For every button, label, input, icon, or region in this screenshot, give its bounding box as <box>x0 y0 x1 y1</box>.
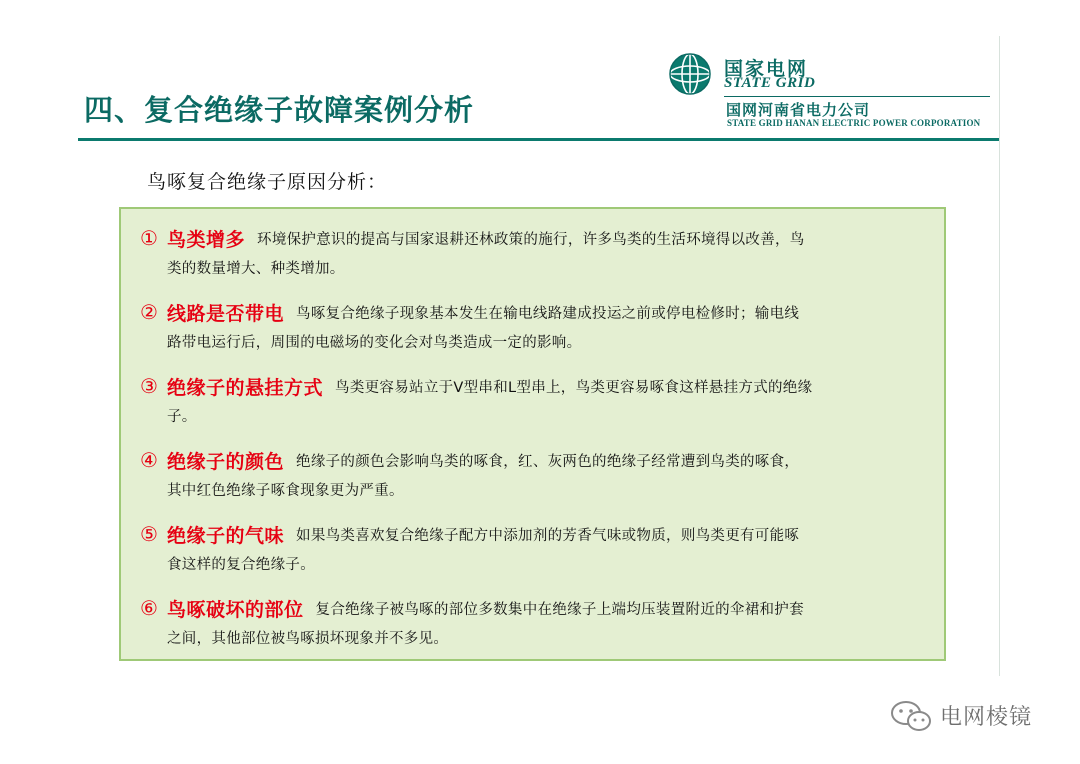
reason-number: ⑤ <box>140 522 158 546</box>
reason-description: 绝缘子的颜色会影响鸟类的啄食，红、灰两色的绝缘子经常遭到鸟类的啄食， <box>296 453 800 470</box>
reason-description-continued: 路带电运行后，周围的电磁场的变化会对鸟类造成一定的影响。 <box>167 335 582 351</box>
reason-heading: 绝缘子的颜色 <box>167 450 285 473</box>
reason-description: 复合绝缘子被鸟啄的部位多数集中在绝缘子上端均压装置附近的伞裙和护套 <box>315 601 804 618</box>
reason-description-continued: 之间，其他部位被鸟啄损坏现象并不多见。 <box>167 631 449 647</box>
reason-description-continued: 食这样的复合绝缘子。 <box>167 557 315 573</box>
logo-company-cn: 国网河南省电力公司 <box>726 101 871 119</box>
section-subtitle: 鸟啄复合绝缘子原因分析： <box>147 171 388 193</box>
reason-description-continued: 子。 <box>167 409 197 425</box>
reason-number: ① <box>140 226 158 250</box>
reason-heading: 绝缘子的气味 <box>167 524 285 547</box>
reason-item <box>135 369 935 431</box>
reason-number: ④ <box>140 448 158 472</box>
state-grid-globe-icon <box>668 52 712 96</box>
reason-item <box>135 517 935 579</box>
reason-heading: 鸟类增多 <box>167 228 246 251</box>
reasons-panel <box>119 207 946 661</box>
reason-heading: 鸟啄破坏的部位 <box>167 598 304 621</box>
logo-name-cn: 国家电网 <box>724 58 809 80</box>
reason-heading: 绝缘子的悬挂方式 <box>167 376 324 399</box>
reason-description-continued: 类的数量增大、种类增加。 <box>167 261 345 277</box>
watermark-text: 电网棱镜 <box>940 705 1033 730</box>
reason-description-continued: 其中红色绝缘子啄食现象更为严重。 <box>167 483 404 499</box>
logo-name-en: STATE GRID <box>724 75 816 91</box>
reason-number: ② <box>140 300 158 324</box>
reason-description: 鸟啄复合绝缘子现象基本发生在输电线路建成投运之前或停电检修时；输电线 <box>296 305 800 322</box>
reason-item <box>135 221 935 283</box>
reason-number: ⑥ <box>140 596 158 620</box>
reason-description: 鸟类更容易站立于V型串和L型串上，鸟类更容易啄食这样悬挂方式的绝缘 <box>335 379 813 396</box>
logo-divider <box>724 96 990 97</box>
reason-description: 如果鸟类喜欢复合绝缘子配方中添加剂的芳香气味或物质，则鸟类更有可能啄 <box>296 527 800 544</box>
reason-item <box>135 295 935 357</box>
reason-item <box>135 443 935 505</box>
reason-heading: 线路是否带电 <box>167 302 285 325</box>
title-divider <box>78 138 1000 141</box>
logo-company-en: STATE GRID HANAN ELECTRIC POWER CORPORATION <box>727 118 981 128</box>
reason-number: ③ <box>140 374 158 398</box>
reason-item <box>135 591 935 653</box>
reason-description: 环境保护意识的提高与国家退耕还林政策的施行，许多鸟类的生活环境得以改善，鸟 <box>257 231 805 248</box>
wechat-icon <box>890 700 932 732</box>
right-edge-divider <box>999 36 1000 676</box>
slide-title: 四、复合绝缘子故障案例分析 <box>84 93 475 127</box>
